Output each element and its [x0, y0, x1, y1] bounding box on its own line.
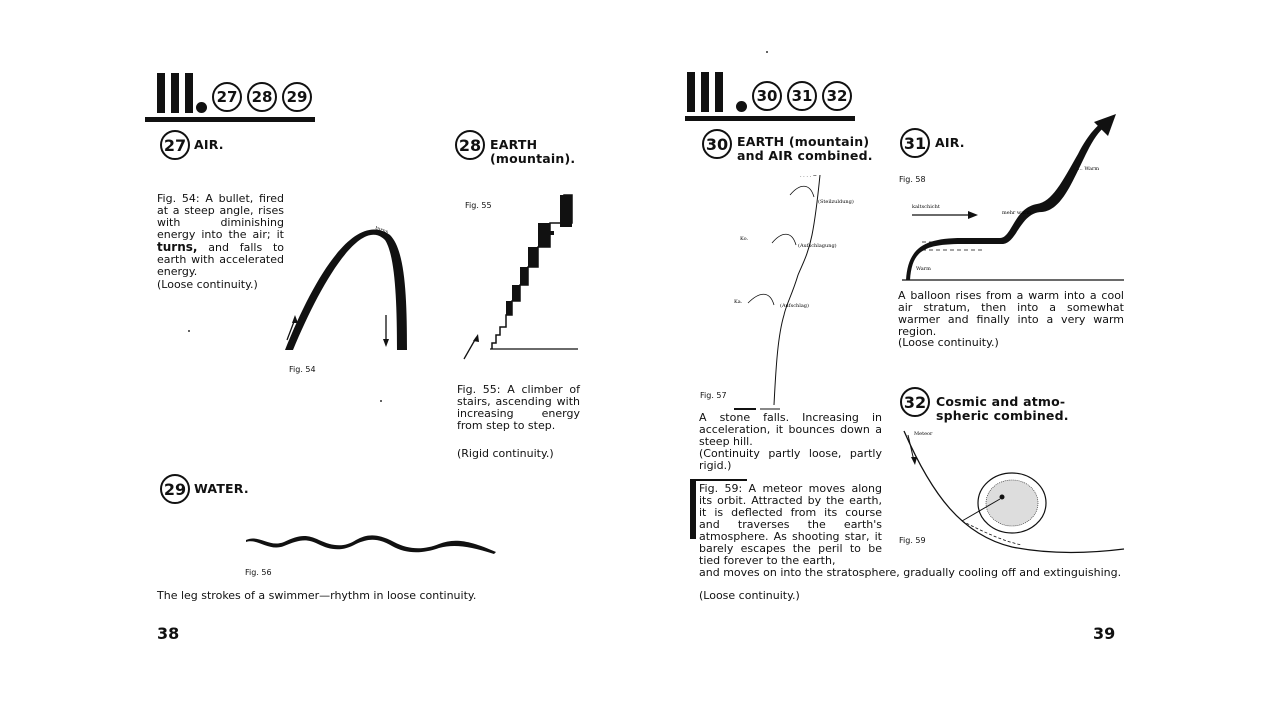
section-27-circle: 27 — [160, 130, 190, 160]
header-circle-28: 28 — [247, 82, 277, 112]
section-29-circle: 29 — [160, 474, 190, 504]
fig59-meteor-orbit — [902, 425, 1127, 560]
svg-text:(Aufschlag): (Aufschlag) — [780, 303, 809, 309]
fig59-continuity: (Loose continuity.) — [699, 589, 800, 602]
section-27-title: AIR. — [194, 137, 224, 152]
svg-text:(Aufschlagung): (Aufschlagung) — [798, 243, 837, 249]
page-number-left: 38 — [157, 624, 180, 643]
section-32-circle: 32 — [900, 387, 930, 417]
section-30-circle: 30 — [702, 129, 732, 159]
roman-numeral-mark — [157, 73, 193, 113]
fig58-balloon-rise — [902, 112, 1127, 284]
fig56-label: Fig. 56 — [245, 568, 272, 577]
header-rule — [145, 117, 315, 122]
svg-text:mehr warm: mehr warm — [1002, 210, 1032, 216]
speck — [380, 400, 382, 402]
header-circle-32: 32 — [822, 81, 852, 111]
fig54-description: Fig. 54: A bullet, fired at a steep angle, rises with diminishing energy into the air; it turns, and falls to earth with accelerated energy. — [157, 192, 284, 278]
speck — [188, 330, 190, 332]
svg-text:Ko.: Ko. — [740, 236, 749, 242]
svg-text:turns: turns — [374, 225, 389, 236]
fig58-description: A balloon rises from a warm into a cool air stratum, then into a somewhat warmer and finally into a very warm region. — [898, 289, 1124, 338]
fig57-description: A stone falls. Increasing in acceleration, it bounces down a steep hill. — [699, 411, 882, 448]
svg-text:(Steilzuldung): (Steilzuldung) — [818, 199, 854, 205]
turns-emphasis: turns, — [157, 240, 198, 254]
header-dot — [196, 102, 207, 113]
right-page — [640, 0, 1280, 720]
page-number-right: 39 — [1093, 624, 1116, 643]
fig59-description: Fig. 59: A meteor moves along its orbit. Attracted by the earth, it is deflected from its course and traverses the earth's atmosphere. As shooting star, it barely escapes the peril to be tied forever to the earth, — [699, 482, 882, 567]
fig59-label: Fig. 59 — [899, 536, 926, 545]
section-31-circle: 31 — [900, 128, 930, 158]
svg-text:. . . . ~: . . . . ~ — [800, 173, 817, 179]
fig57-label: Fig. 57 — [700, 391, 727, 400]
section-32-title: Cosmic and atmo- spheric combined. — [936, 394, 1069, 423]
svg-text:kaltschicht: kaltschicht — [912, 204, 940, 210]
speck — [766, 51, 768, 53]
fig57-falling-stone — [730, 165, 854, 410]
section-29-title: WATER. — [194, 481, 249, 496]
fig56-description: The leg strokes of a swimmer—rhythm in loose continuity. — [157, 589, 477, 602]
section-31-title: AIR. — [935, 135, 965, 150]
fig58-continuity: (Loose continuity.) — [898, 336, 999, 349]
svg-text:Ka.: Ka. — [734, 299, 743, 305]
header-rule — [685, 116, 855, 121]
svg-text:... Warm: ... Warm — [1078, 166, 1100, 172]
section-28-circle: 28 — [455, 130, 485, 160]
fig57-continuity: (Continuity partly loose, partly rigid.) — [699, 447, 882, 472]
header-circle-31: 31 — [787, 81, 817, 111]
fig56-swimmer-wave — [244, 530, 499, 560]
fig55-description: Fig. 55: A climber of stairs, ascending with increasing energy from step to step. — [457, 383, 580, 432]
fig59-top-rule — [690, 479, 747, 481]
section-30-title: EARTH (mountain) and AIR combined. — [737, 134, 873, 163]
roman-numeral-mark — [687, 72, 723, 112]
fig59-side-bar — [690, 479, 696, 539]
header-circle-30: 30 — [752, 81, 782, 111]
section-28-title: EARTH (mountain). — [490, 137, 576, 166]
fig55-stairs — [460, 195, 585, 365]
svg-text:Warm: Warm — [916, 266, 931, 272]
header-dot — [736, 101, 747, 112]
header-circle-29: 29 — [282, 82, 312, 112]
svg-text:Meteor: Meteor — [914, 431, 933, 437]
fig54-bullet-arc — [275, 215, 415, 355]
fig54-label: Fig. 54 — [289, 365, 316, 374]
fig54-continuity: (Loose continuity.) — [157, 278, 258, 291]
fig55-continuity: (Rigid continuity.) — [457, 447, 554, 460]
fig59-description-continued: and moves on into the stratosphere, gradually cooling off and extinguishing. — [699, 566, 1122, 579]
fig58-label: Fig. 58 — [899, 175, 926, 184]
fig55-label: Fig. 55 — [465, 201, 492, 210]
header-circle-27: 27 — [212, 82, 242, 112]
